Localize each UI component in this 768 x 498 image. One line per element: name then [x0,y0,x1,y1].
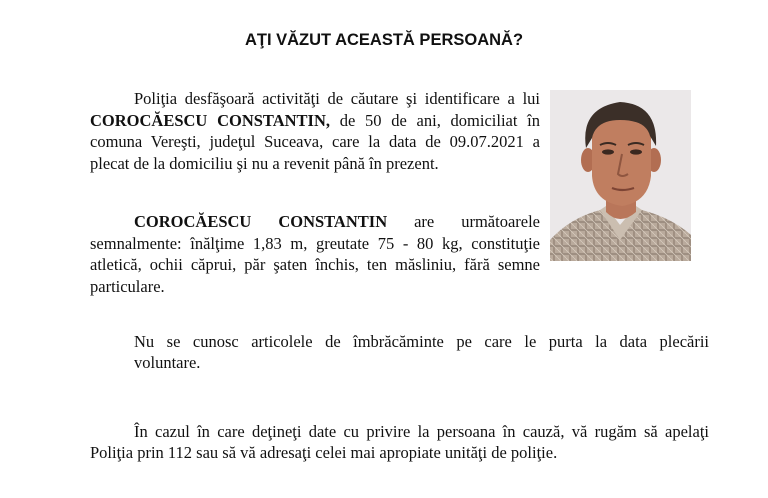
paragraph-description [90,211,540,297]
paragraph3-line2: voluntare. [134,353,201,372]
paragraph3-line1: Nu se cunosc articolele de îmbrăcăminte pe care le purta la data plecării [134,332,709,351]
paragraph2-line4: particulare. [90,276,165,296]
paragraph3-line2-block [134,352,200,374]
paragraph1-line2 [90,110,540,132]
paragraph2-line2: semnalmente: înălţime 1,83 m, greutate 75 - 80 kg, constituţie [90,233,540,253]
page-title: AŢI VĂZUT ACEASTĂ PERSOANĂ? [244,31,524,49]
paragraph2-line3: atletică, ochii căprui, păr şaten închis, ten măsliniu, fără semne [90,255,540,274]
paragraph-clothing [134,331,709,353]
person-photo [550,90,691,261]
paragraph1-line2-text: de 50 de ani, domiciliat în [330,110,540,130]
paragraph-contact [134,421,709,443]
paragraph1-line3: comuna Vereşti, judeţul Suceava, care la data de 09.07.2021 a [90,132,540,151]
paragraph4-line1: În cazul în care deţineţi date cu privire la persoana în cauză, vă rugăm să apelaţi [134,422,709,441]
person-name-2: COROCĂESCU CONSTANTIN [134,212,388,231]
paragraph-search-notice [90,88,540,174]
paragraph1-line4: plecat de la domiciliu şi nu a revenit până în prezent. [90,153,439,173]
paragraph4-line2: Poliţia prin 112 sau să vă adresaţi celei mai apropiate unităţi de poliţie. [90,443,558,462]
paragraph4-line2-block [90,442,557,464]
person-name: COROCĂESCU CONSTANTIN, [90,110,330,130]
paragraph2-line1-text: are următoarele [387,212,540,231]
portrait-image [550,90,691,261]
paragraph1-line1: Poliţia desfăşoară activităţi de căutare şi identificare a lui [134,89,540,108]
paragraph2-line1 [90,211,540,233]
